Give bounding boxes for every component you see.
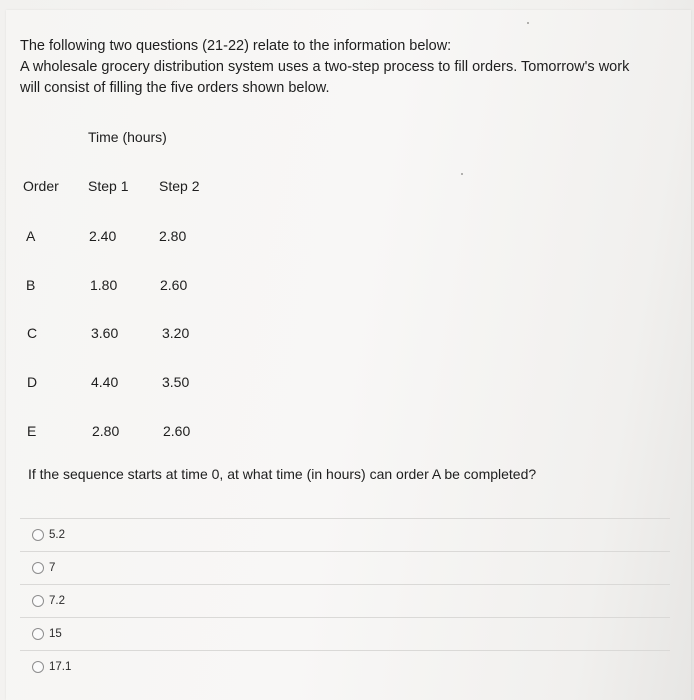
table-caption: Time (hours) xyxy=(88,129,167,145)
radio-button[interactable] xyxy=(32,562,44,574)
step-1-cell: 2.80 xyxy=(92,423,120,439)
answer-options xyxy=(20,518,670,683)
screen-speck xyxy=(527,22,529,24)
step-2-cell: 2.60 xyxy=(160,277,188,293)
step-2-cell: 2.80 xyxy=(159,228,187,244)
radio-button[interactable] xyxy=(32,529,44,541)
radio-button[interactable] xyxy=(32,628,44,640)
option-label: 7 xyxy=(49,562,56,574)
header-order: Order xyxy=(23,178,59,194)
option-label: 17.1 xyxy=(49,661,72,673)
radio-button[interactable] xyxy=(32,661,44,673)
step-1-cell: 4.40 xyxy=(91,374,119,390)
answer-option[interactable] xyxy=(20,551,670,584)
answer-option[interactable] xyxy=(20,518,670,551)
step-2-cell: 3.50 xyxy=(162,374,190,390)
answer-option[interactable] xyxy=(20,650,670,683)
option-label: 5.2 xyxy=(49,529,65,541)
option-label: 7.2 xyxy=(49,595,65,607)
intro-line-1: The following two questions (21-22) relate to the information below: xyxy=(20,38,452,54)
screen-speck xyxy=(461,173,463,175)
order-cell: C xyxy=(27,325,38,341)
answer-option[interactable] xyxy=(20,584,670,617)
step-1-cell: 3.60 xyxy=(91,325,119,341)
header-step-1: Step 1 xyxy=(88,178,129,194)
order-cell: D xyxy=(27,374,38,390)
question-intro xyxy=(20,36,670,99)
step-1-cell: 2.40 xyxy=(89,228,117,244)
question-prompt: If the sequence starts at time 0, at what time (in hours) can order A be completed? xyxy=(28,466,537,482)
step-2-cell: 2.60 xyxy=(163,423,191,439)
order-cell: A xyxy=(26,228,36,244)
step-1-cell: 1.80 xyxy=(90,277,118,293)
intro-line-3: will consist of filling the five orders shown below. xyxy=(20,80,330,96)
order-cell: B xyxy=(26,277,36,293)
header-step-2: Step 2 xyxy=(159,178,200,194)
answer-option[interactable] xyxy=(20,617,670,650)
radio-button[interactable] xyxy=(32,595,44,607)
order-cell: E xyxy=(27,423,37,439)
intro-line-2: A wholesale grocery distribution system uses a two-step process to fill orders. Tomorrow's work xyxy=(20,59,630,75)
step-2-cell: 3.20 xyxy=(162,325,190,341)
option-label: 15 xyxy=(49,628,62,640)
